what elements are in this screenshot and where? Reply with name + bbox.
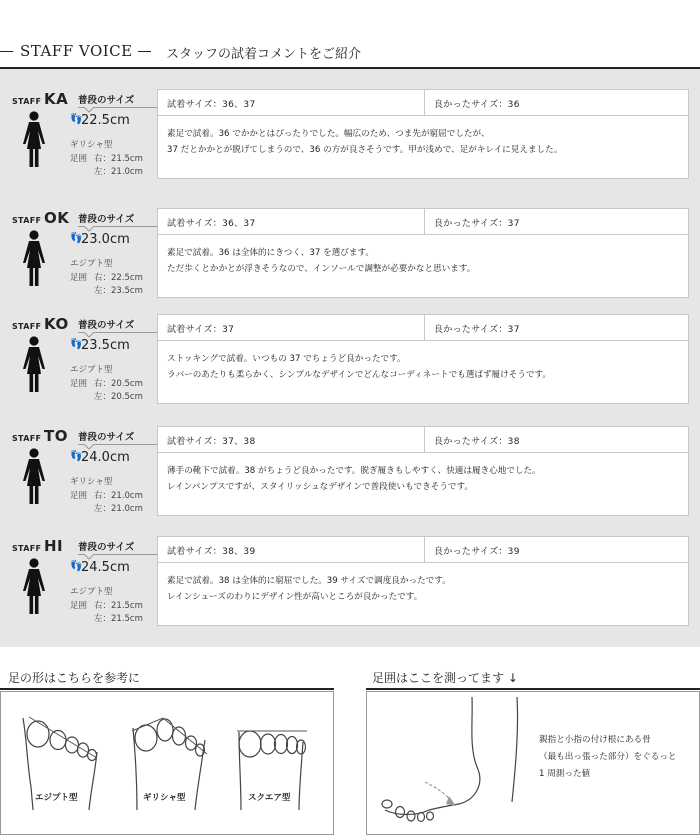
staff-label: STAFF <box>12 322 42 331</box>
staff-entry-ok <box>0 208 700 326</box>
card-divider <box>424 315 425 341</box>
girth-left: 左：21.0cm <box>94 504 143 514</box>
foot-icon: 👣 <box>70 114 83 125</box>
comment-card <box>157 208 689 298</box>
staff-name: TO <box>44 427 68 445</box>
girth-right: 右：21.5cm <box>94 601 143 611</box>
foot-shape-rule <box>0 688 334 690</box>
foot-type: ギリシャ型 <box>70 140 113 150</box>
staff-label: STAFF <box>12 434 42 443</box>
foot-girth-illustration <box>367 692 537 834</box>
usual-size-title: 普段のサイズ <box>78 95 135 106</box>
comment-card <box>157 536 689 626</box>
foot-type: エジプト型 <box>70 365 113 375</box>
girth-right: 右：20.5cm <box>94 379 143 389</box>
girth-label: 足囲 <box>70 491 88 501</box>
shape-label-egyptian: エジプト型 <box>35 793 78 803</box>
staff-entry-hi <box>0 536 700 654</box>
girth-info-rule <box>366 688 700 690</box>
foot-icon: 👣 <box>70 339 83 350</box>
staff-name: KO <box>44 315 69 333</box>
good-size: 良かったサイズ：37 <box>434 325 520 335</box>
header-dash-left <box>0 51 13 52</box>
usual-size-title: 普段のサイズ <box>78 432 135 443</box>
staff-label: STAFF <box>12 216 42 225</box>
comment-line: ただ歩くとかかとが浮きそうなので、インソールで調整が必要かなと思います。 <box>167 264 476 274</box>
header-dash-right <box>138 51 151 52</box>
header-title-jp: スタッフの試着コメントをご紹介 <box>166 47 362 62</box>
usual-size-title: 普段のサイズ <box>78 214 135 225</box>
girth-label: 足囲 <box>70 601 88 611</box>
tried-size: 試着サイズ：38、39 <box>167 547 256 557</box>
staff-label: STAFF <box>12 97 42 106</box>
good-size: 良かったサイズ：39 <box>434 547 520 557</box>
girth-left: 左：21.0cm <box>94 167 143 177</box>
woman-figure-icon <box>22 558 46 614</box>
card-divider <box>424 90 425 116</box>
staff-name: HI <box>44 537 64 555</box>
staff-name: KA <box>44 90 69 108</box>
comment-line: 素足で試着。36 でかかとはぴったりでした。幅広のため、つま先が窮屈でしたが、 <box>167 129 490 139</box>
card-size-row <box>158 209 688 235</box>
foot-type: エジプト型 <box>70 587 113 597</box>
usual-size-value: 24.0cm <box>81 450 130 465</box>
girth-label: 足囲 <box>70 273 88 283</box>
tried-size: 試着サイズ：36、37 <box>167 100 256 110</box>
foot-shape-title: 足の形はこちらを参考に <box>8 671 141 685</box>
girth-label: 足囲 <box>70 154 88 164</box>
card-size-row <box>158 537 688 563</box>
card-size-row <box>158 90 688 116</box>
comment-card <box>157 314 689 404</box>
girth-explanation-line: （最も出っ張った部分）をぐるっと <box>539 752 677 762</box>
card-divider <box>424 427 425 453</box>
comment-line: レインシューズのわりにデザイン性が高いところが良かったです。 <box>167 592 423 602</box>
good-size: 良かったサイズ：38 <box>434 437 520 447</box>
card-divider <box>424 209 425 235</box>
card-divider <box>424 537 425 563</box>
card-size-row <box>158 427 688 453</box>
girth-right: 右：22.5cm <box>94 273 143 283</box>
staff-comment <box>158 341 688 383</box>
comment-line: ストッキングで試着。いつもの 37 でちょうど良かったです。 <box>167 354 406 364</box>
comment-line: ラバーのあたりも柔らかく、シンプルなデザインでどんなコーディネートでも選ばず履けそうです。 <box>167 370 552 380</box>
usual-size-title: 普段のサイズ <box>78 542 135 553</box>
girth-right: 右：21.5cm <box>94 154 143 164</box>
girth-left: 左：20.5cm <box>94 392 143 402</box>
staff-entry-to <box>0 426 700 544</box>
comment-line: 素足で試着。38 は全体的に窮屈でした。39 サイズで調度良かったです。 <box>167 576 451 586</box>
staff-comment <box>158 453 688 495</box>
girth-info-title: 足囲はここを測ってます ↓ <box>372 671 518 685</box>
foot-type: エジプト型 <box>70 259 113 269</box>
comment-line: レインパンプスですが、スタイリッシュなデザインで普段使いもできそうです。 <box>167 482 474 492</box>
woman-figure-icon <box>22 230 46 286</box>
staff-label: STAFF <box>12 544 42 553</box>
girth-label: 足囲 <box>70 379 88 389</box>
shape-label-square: スクエア型 <box>248 793 291 803</box>
good-size: 良かったサイズ：37 <box>434 219 520 229</box>
woman-figure-icon <box>22 336 46 392</box>
woman-figure-icon <box>22 448 46 504</box>
staff-panel <box>0 69 700 647</box>
girth-explanation-line: 1 周測った値 <box>539 769 591 779</box>
woman-figure-icon <box>22 111 46 167</box>
comment-card <box>157 89 689 179</box>
tried-size: 試着サイズ：37 <box>167 325 235 335</box>
staff-comment <box>158 235 688 277</box>
foot-icon: 👣 <box>70 233 83 244</box>
comment-card <box>157 426 689 516</box>
usual-size-value: 24.5cm <box>81 560 130 575</box>
shape-label-greek: ギリシャ型 <box>143 793 186 803</box>
tried-size: 試着サイズ：37、38 <box>167 437 256 447</box>
girth-explanation-line: 親指と小指の付け根にある骨 <box>539 735 651 745</box>
tried-size: 試着サイズ：36、37 <box>167 219 256 229</box>
staff-entry-ka <box>0 89 700 207</box>
staff-entry-ko <box>0 314 700 432</box>
usual-size-value: 22.5cm <box>81 113 130 128</box>
staff-comment <box>158 116 688 158</box>
staff-comment <box>158 563 688 605</box>
comment-line: 37 だとかかとが脱げてしまうので、36 の方が良さそうです。甲が浅めで、足がキレイに見えました。 <box>167 145 563 155</box>
foot-icon: 👣 <box>70 561 83 572</box>
girth-info-box <box>366 691 700 835</box>
usual-size-value: 23.0cm <box>81 232 130 247</box>
card-size-row <box>158 315 688 341</box>
foot-shape-box <box>0 691 334 835</box>
staff-voice-header <box>0 38 700 68</box>
girth-right: 右：21.0cm <box>94 491 143 501</box>
good-size: 良かったサイズ：36 <box>434 100 520 110</box>
header-title-en: STAFF VOICE <box>20 42 133 60</box>
staff-name: OK <box>44 209 70 227</box>
comment-line: 素足で試着。36 は全体的にきつく、37 を選びます。 <box>167 248 374 258</box>
foot-type: ギリシャ型 <box>70 477 113 487</box>
usual-size-title: 普段のサイズ <box>78 320 135 331</box>
girth-left: 左：23.5cm <box>94 286 143 296</box>
foot-shapes-illustration <box>1 692 333 834</box>
usual-size-value: 23.5cm <box>81 338 130 353</box>
girth-explanation <box>539 732 677 783</box>
girth-left: 左：21.5cm <box>94 614 143 624</box>
foot-icon: 👣 <box>70 451 83 462</box>
comment-line: 薄手の靴下で試着。38 がちょうど良かったです。脱ぎ履きもしやすく、快適は履き心地でした。 <box>167 466 541 476</box>
